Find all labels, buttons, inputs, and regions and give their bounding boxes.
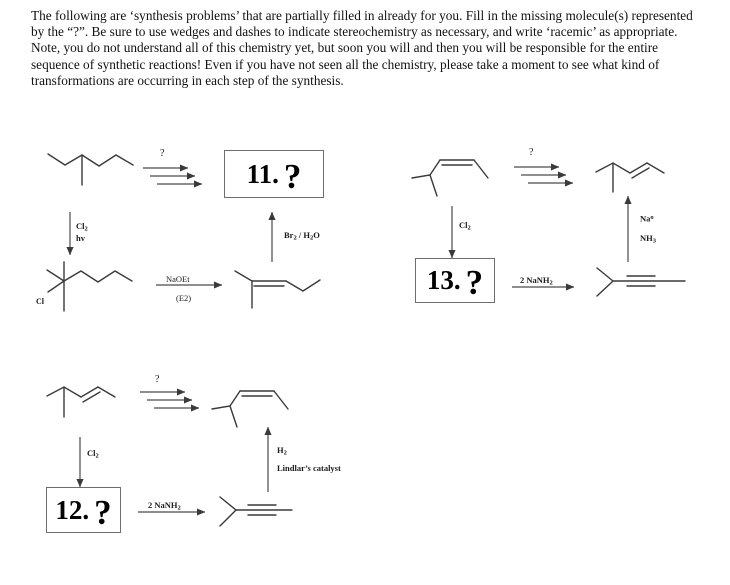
reagent-br2-h2o-11: $Br_2 / H_2O$ (284, 230, 320, 242)
intro-paragraph: The following are ‘synthesis problems’ that are partially filled in already for you. Fill in the missing molecule(s) represented by the “?”. Be sure to use wedges and dashes to indicate stereochemistry as necessary, and write ‘racemic’ as appropriate. Note, you do not understand all of this chemistry yet, but soon you will and then you will be responsible for the entire sequence of synthetic reactions! Even if you have not seen all the chemistry, please take a moment to see what kind of transformations are occurring in each step of the synthesis. (31, 8, 693, 88)
answer-box-13-number: 13. (426, 265, 461, 295)
answer-box-11-question-mark: ? (283, 156, 302, 196)
reagent-e2-11: (E2) (176, 293, 192, 303)
mol-2-methylpentane (48, 154, 133, 185)
mol-cis-alkene-product (212, 391, 288, 427)
answer-box-12-question-mark: ? (94, 492, 112, 532)
reagent-lindlar-12: Lindlar’s catalyst (277, 463, 341, 473)
reagent-cl2-12: $Cl_2$ (87, 448, 99, 460)
reagent-h2-12: $H_2$ (277, 445, 287, 457)
answer-box-11[interactable] (224, 150, 324, 198)
multi-step-arrow-11 (143, 168, 202, 184)
reagent-nh3-13: $NH_3$ (640, 233, 656, 245)
reagent-na-13: Na$^o$ (640, 213, 654, 224)
answer-box-13-question-mark: ? (465, 263, 484, 302)
multi-step-arrow-12 (140, 392, 199, 408)
reagent-cl2-11: $Cl_2$ (76, 221, 88, 233)
answer-box-12-number: 12. (55, 494, 90, 525)
reagent-naoet-11: NaOEt (166, 274, 190, 284)
reagent-2nanh2-13: 2 NaNH$_2$ (520, 275, 553, 287)
reagent-cl2-13: $Cl_2$ (459, 220, 471, 232)
answer-box-13[interactable] (415, 258, 495, 303)
mol-cis-alkene-start (412, 160, 488, 196)
multi-step-arrow-13 (514, 167, 573, 183)
reagent-hv-11: hv (76, 233, 85, 243)
atom-label-cl: Cl (36, 297, 44, 306)
reagent-2nanh2-12: 2 NaNH$_2$ (148, 500, 181, 512)
mol-alkyne-13 (597, 268, 685, 296)
mol-trans-alkene-product (596, 163, 664, 192)
answer-box-11-number: 11. (246, 158, 279, 189)
multi-step-arrow-label-13: ? (529, 147, 534, 158)
multi-step-arrow-label-11: ? (160, 148, 165, 159)
mol-trisubstituted-alkene (235, 271, 320, 308)
multi-step-arrow-label-12: ? (155, 374, 160, 385)
answer-box-12[interactable] (46, 487, 121, 533)
mol-tertiary-chloride (47, 262, 132, 311)
mol-alkyne-12 (220, 497, 292, 526)
mol-trans-alkene-start (47, 387, 115, 417)
